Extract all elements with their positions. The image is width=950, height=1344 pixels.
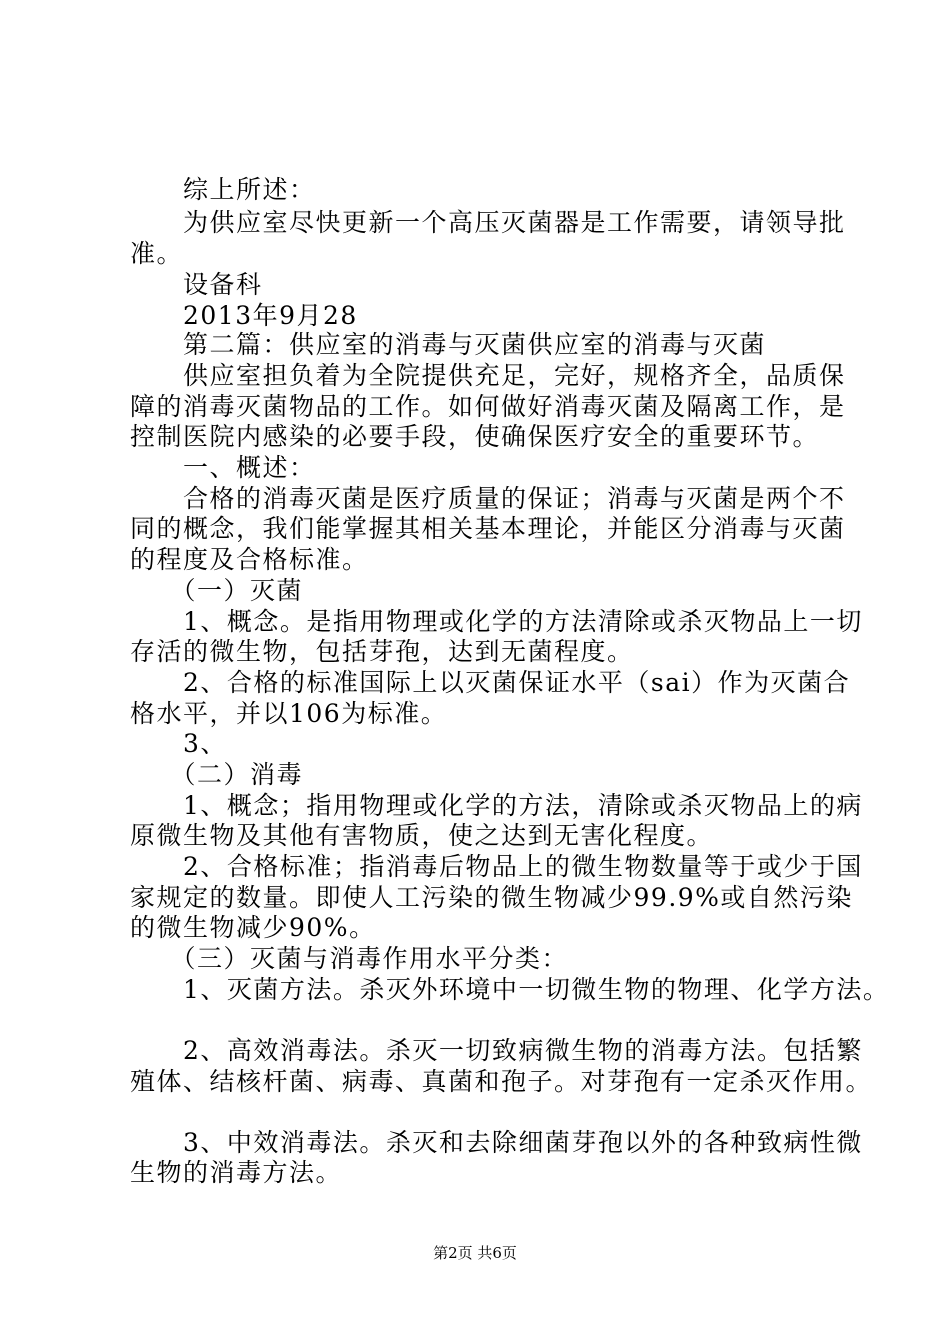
text-line: 2013年9月28 xyxy=(130,301,358,330)
text-line: 一、概述： xyxy=(130,453,316,482)
text-line: 控制医院内感染的必要手段，使确保医疗安全的重要环节。 xyxy=(130,422,820,451)
page-number-footer: 第2页 共6页 xyxy=(433,1244,517,1262)
text-line: 的程度及合格标准。 xyxy=(130,545,369,574)
text-line: 1、灭菌方法。杀灭外环境中一切微生物的物理、化学方法。 xyxy=(130,975,890,1004)
text-line: 同的概念，我们能掌握其相关基本理论，并能区分消毒与灭菌 xyxy=(130,514,846,543)
text-line: 1、概念；指用物理或化学的方法，清除或杀灭物品上的病 xyxy=(130,791,863,820)
text-line: 3、 xyxy=(130,729,227,758)
text-line: 第二篇：供应室的消毒与灭菌供应室的消毒与灭菌 xyxy=(130,330,767,359)
text-line: 格水平，并以106为标准。 xyxy=(130,699,448,728)
text-line: 家规定的数量。即使人工污染的微生物减少99.9%或自然污染 xyxy=(130,883,853,912)
text-line: 综上所述： xyxy=(130,175,316,204)
text-line: 准。 xyxy=(130,239,184,268)
text-line: 合格的消毒灭菌是医疗质量的保证；消毒与灭菌是两个不 xyxy=(130,484,846,513)
text-line: 障的消毒灭菌物品的工作。如何做好消毒灭菌及隔离工作，是 xyxy=(130,392,846,421)
text-line: 存活的微生物，包括芽孢，达到无菌程度。 xyxy=(130,637,634,666)
text-line: 殖体、结核杆菌、病毒、真菌和孢子。对芽孢有一定杀灭作用。 xyxy=(130,1067,873,1096)
text-line: 2、高效消毒法。杀灭一切致病微生物的消毒方法。包括繁 xyxy=(130,1036,863,1065)
text-line: 为供应室尽快更新一个高压灭菌器是工作需要，请领导批 xyxy=(130,208,846,237)
text-line: 供应室担负着为全院提供充足，完好，规格齐全，品质保 xyxy=(130,361,846,390)
text-line: 设备科 xyxy=(130,270,263,299)
text-line: 2、合格标准；指消毒后物品上的微生物数量等于或少于国 xyxy=(130,852,863,881)
text-line: 2、合格的标准国际上以灭菌保证水平（sai）作为灭菌合 xyxy=(130,668,851,697)
text-line: 生物的消毒方法。 xyxy=(130,1158,343,1187)
text-line: 的微生物减少90%。 xyxy=(130,913,376,942)
text-line: （三）灭菌与消毒作用水平分类： xyxy=(130,944,569,973)
text-line: （一）灭菌 xyxy=(130,576,304,605)
text-line: （二）消毒 xyxy=(130,760,304,789)
text-line: 原微生物及其他有害物质，使之达到无害化程度。 xyxy=(130,821,714,850)
text-line: 1、概念。是指用物理或化学的方法清除或杀灭物品上一切 xyxy=(130,607,863,636)
text-line: 3、中效消毒法。杀灭和去除细菌芽孢以外的各种致病性微 xyxy=(130,1128,863,1157)
